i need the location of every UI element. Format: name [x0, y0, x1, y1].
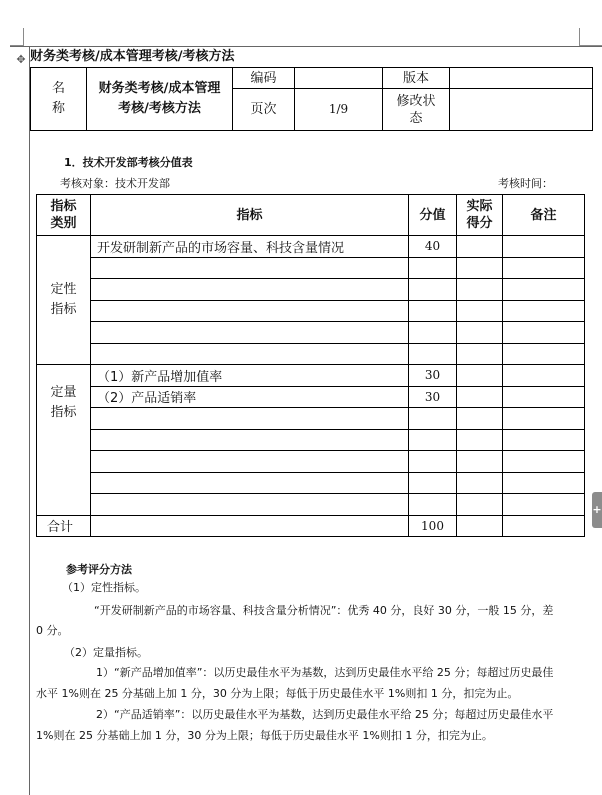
actual-cell[interactable] [457, 451, 503, 473]
indicator-cell[interactable] [91, 472, 409, 494]
category-quantitative-text: 定量指标 [50, 385, 77, 420]
indicator-cell[interactable] [91, 494, 409, 516]
crop-mark [579, 28, 580, 46]
remark-cell[interactable] [503, 343, 585, 365]
indicator-cell[interactable] [91, 257, 409, 279]
actual-cell[interactable] [457, 300, 503, 322]
crop-mark [23, 28, 24, 46]
score-table [36, 194, 585, 537]
score-cell[interactable] [409, 494, 457, 516]
revision-value[interactable] [450, 89, 593, 131]
table-row [37, 236, 585, 258]
reference-p5b: 1%则在 25 分基础上加 1 分，30 分为上限；每低于历史最佳水平 1%则扣 1 分，扣完为止。 [36, 729, 493, 742]
name-value-text: 财务类考核/成本管理考核/考核方法 [98, 81, 221, 116]
name-label-text: 名 称 [51, 81, 65, 116]
indicator-cell[interactable] [91, 408, 409, 430]
table-row [37, 300, 585, 322]
remark-cell[interactable] [503, 257, 585, 279]
total-actual[interactable] [457, 515, 503, 537]
code-value[interactable] [295, 68, 383, 89]
header-category [37, 195, 91, 236]
actual-cell[interactable] [457, 429, 503, 451]
remark-cell[interactable] [503, 451, 585, 473]
header-category-text: 指标类别 [50, 199, 77, 231]
revision-label-text: 修改状态 [396, 93, 436, 126]
reference-p1: （1）定性指标。 [62, 581, 146, 594]
page-top-edge [10, 46, 602, 47]
actual-cell[interactable] [457, 343, 503, 365]
header-table [30, 67, 593, 131]
table-row [37, 494, 585, 516]
actual-cell[interactable] [457, 322, 503, 344]
table-row [37, 257, 585, 279]
total-row [37, 515, 585, 537]
actual-cell[interactable] [457, 472, 503, 494]
table-row [37, 365, 585, 387]
table-row [37, 451, 585, 473]
indicator-cell[interactable]: 开发研制新产品的市场容量、科技含量情况 [91, 236, 409, 258]
remark-cell[interactable] [503, 279, 585, 301]
indicator-cell[interactable] [91, 300, 409, 322]
header-remark: 备注 [503, 195, 585, 236]
move-icon[interactable]: ✥ [16, 53, 26, 66]
remark-cell[interactable] [503, 494, 585, 516]
actual-cell[interactable] [457, 386, 503, 408]
score-cell[interactable]: 40 [409, 236, 457, 258]
score-cell[interactable]: 30 [409, 386, 457, 408]
reference-p4a: 1）“新产品增加值率”：以历史最佳水平为基数，达到历史最佳水平给 25 分；每超过历史最佳 [96, 666, 554, 679]
name-value [87, 68, 233, 131]
plus-icon[interactable]: + [592, 492, 602, 528]
page-value: 1/9 [295, 89, 383, 131]
indicator-cell[interactable] [91, 322, 409, 344]
remark-cell[interactable] [503, 386, 585, 408]
actual-cell[interactable] [457, 236, 503, 258]
page-left-edge [29, 46, 30, 795]
indicator-cell[interactable] [91, 451, 409, 473]
actual-cell[interactable] [457, 279, 503, 301]
reference-p2b: 0 分。 [36, 624, 69, 637]
indicator-cell[interactable] [91, 279, 409, 301]
version-value[interactable] [450, 68, 593, 89]
score-cell[interactable] [409, 279, 457, 301]
section-title: 1．技术开发部考核分值表 [64, 156, 193, 169]
remark-cell[interactable] [503, 365, 585, 387]
table-row [37, 386, 585, 408]
score-cell[interactable] [409, 257, 457, 279]
reference-p5a: 2）“产品适销率”：以历史最佳水平为基数，达到历史最佳水平给 25 分；每超过历史最佳水平 [96, 708, 554, 721]
table-row [37, 343, 585, 365]
actual-cell[interactable] [457, 365, 503, 387]
name-label [31, 68, 87, 131]
remark-cell[interactable] [503, 300, 585, 322]
header-actual [457, 195, 503, 236]
score-cell[interactable] [409, 343, 457, 365]
indicator-cell[interactable]: （2）产品适销率 [91, 386, 409, 408]
category-qualitative-text: 定性指标 [50, 282, 77, 317]
actual-cell[interactable] [457, 408, 503, 430]
remark-cell[interactable] [503, 472, 585, 494]
header-indicator: 指标 [91, 195, 409, 236]
category-quantitative [37, 365, 91, 516]
reference-p3: （2）定量指标。 [64, 646, 148, 659]
reference-p4b: 水平 1%则在 25 分基础上加 1 分，30 分为上限；每低于历史最佳水平 1%则扣 1 分，扣完为止。 [36, 687, 519, 700]
actual-cell[interactable] [457, 257, 503, 279]
category-qualitative [37, 236, 91, 365]
table-row [37, 279, 585, 301]
assessment-object: 考核对象：技术开发部 [60, 177, 170, 190]
table-row [37, 408, 585, 430]
revision-label [383, 89, 450, 131]
score-cell[interactable] [409, 472, 457, 494]
assessment-time: 考核时间： [498, 177, 553, 190]
score-cell[interactable] [409, 322, 457, 344]
total-score: 100 [409, 515, 457, 537]
score-cell[interactable] [409, 408, 457, 430]
total-indicator[interactable] [91, 515, 409, 537]
reference-p2a: “开发研制新产品的市场容量、科技含量分析情况”：优秀 40 分，良好 30 分，一般 15 分，差 [94, 604, 554, 617]
header-score: 分值 [409, 195, 457, 236]
remark-cell[interactable] [503, 408, 585, 430]
reference-title: 参考评分方法 [66, 563, 132, 576]
score-cell[interactable] [409, 451, 457, 473]
score-cell[interactable] [409, 300, 457, 322]
indicator-cell[interactable] [91, 343, 409, 365]
document-title: 财务类考核/成本管理考核/考核方法 [30, 49, 235, 64]
version-label: 版本 [383, 68, 450, 89]
table-row [37, 322, 585, 344]
remark-cell[interactable] [503, 322, 585, 344]
header-actual-text: 实际得分 [466, 199, 493, 231]
score-cell[interactable]: 30 [409, 365, 457, 387]
table-row [37, 429, 585, 451]
total-label: 合计 [37, 515, 91, 537]
indicator-cell[interactable]: （1）新产品增加值率 [91, 365, 409, 387]
code-label: 编码 [233, 68, 295, 89]
remark-cell[interactable] [503, 236, 585, 258]
table-row [37, 472, 585, 494]
total-remark[interactable] [503, 515, 585, 537]
score-cell[interactable] [409, 429, 457, 451]
indicator-cell[interactable] [91, 429, 409, 451]
remark-cell[interactable] [503, 429, 585, 451]
page-label: 页次 [233, 89, 295, 131]
actual-cell[interactable] [457, 494, 503, 516]
